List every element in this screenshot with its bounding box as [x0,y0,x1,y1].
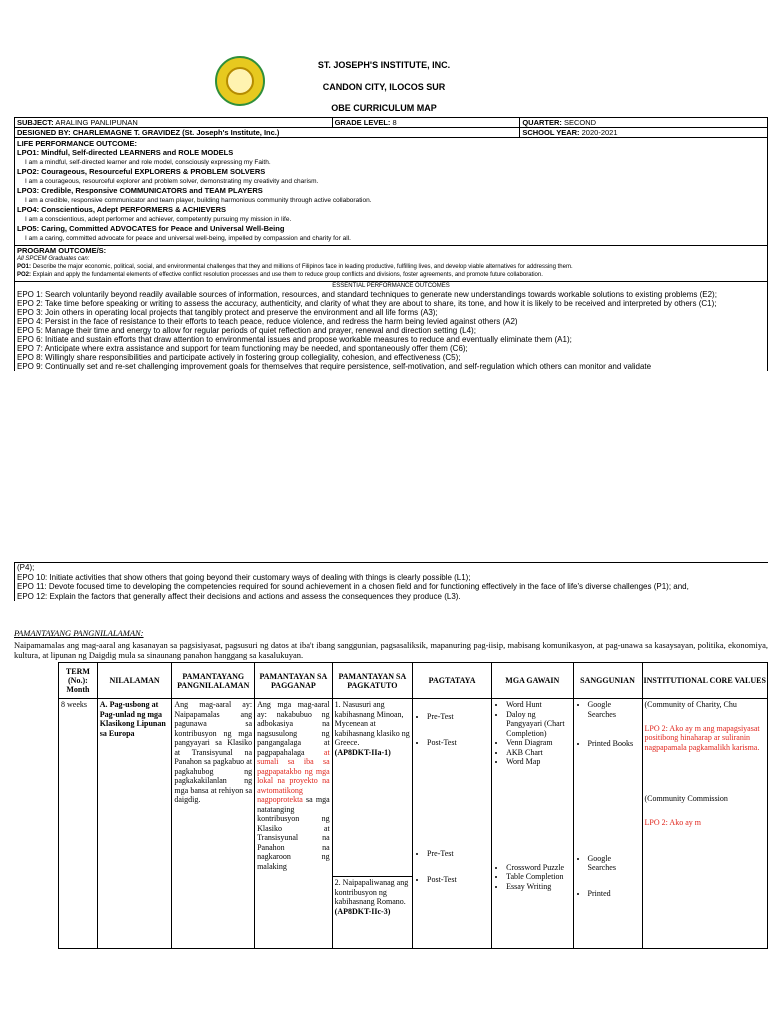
po1: PO1: Describe the major economic, political, social, and environmental challenges that they and millions of Filipinos face in leading productive, fulfilling lives, and develop viable alternatives for addressing them. [17,264,573,270]
lpo-item: LPO3: Credible, Responsive COMMUNICATORS and TEAM PLAYERS [17,186,263,195]
epo-section [15,282,768,372]
curriculum-map-table [58,662,768,949]
epo-item: EPO 1: Search voluntarily beyond readily available sources of information, resources, and standard techniques to generate new understandings towards workable solutions to existing problems (E2); [17,290,717,299]
list-item: • Table Completion [506,872,570,882]
epo-item: EPO 5: Manage their time and energy to allow for regular periods of quiet reflection and prayer, renewal and direction setting (L4); [17,326,476,335]
list-item: • Daloy ng Pangyayari (Chart Completion) [506,710,570,739]
pp-text: Naipamamalas ang mag-aaral ang kasanayan sa pagsisiyasat, pagsusuri ng datos at iba't ibang sanggunian, pagsasaliksik, mapanuring pag-iisip, mabisang komunikasyon, at pag-unawa sa kasaysayan, politika, ekonomiya, kultura, at lipunan ng Daigdig mula sa sinaunang panahon hanggang sa kasalukuyan. [14,640,768,660]
epo-item: EPO 2: Take time before speaking or writing to assess the accuracy, authenticity, and clarity of what they are about to share, its tone, and how it is likely to be received and interpreted by others (C1); [17,299,717,308]
epo-item: EPO 11: Devote focused time to developing the competencies required for sound achievement in a chosen field and for functioning effectively in the face of life's diverse challenges (P1); and, [17,582,689,591]
header-pagkatuto: PAMANTAYAN SA PAGKATUTO [332,663,412,699]
list-item: • AKB Chart [506,748,570,758]
header-term: TERM (No.): Month [59,663,98,699]
header-pangnilalaman: PAMANTAYANG PANGNILALAMAN [172,663,255,699]
document-title: OBE CURRICULUM MAP [331,103,437,113]
term-cell: 8 weeks [59,699,98,949]
designer-cell: DESIGNED BY: CHARLEMAGNE T. GRAVIDEZ (St. Joseph's Institute, Inc.) [15,128,520,138]
subject-cell: SUBJECT: ARALING PANLIPUNAN [15,118,333,128]
list-item: • Printed Books [588,739,640,749]
epo-item: EPO 4: Persist in the face of resistance to their efforts to teach peace, reduce violence, and redress the harm being levied against others (A2) [17,317,518,326]
epo-item: EPO 10: Initiate activities that show others that going beyond their customary ways of dealing with things is clearly possible (L1); [17,572,471,582]
list-item: • Pre-Test [427,849,489,859]
po-title: PROGRAM OUTCOME/S: [17,246,107,255]
list-item: • Google Searches [588,700,640,719]
quarter-cell: QUARTER: SECOND [520,118,768,128]
lpo-section [15,138,768,246]
epo-item: EPO 7: Anticipate where extra assistance and support for team functioning may be needed, and spontaneously offer them (C6); [17,344,468,353]
header-values: INSTITUTIONAL CORE VALUES [642,663,767,699]
list-item: • Essay Writing [506,882,570,892]
epo-item: (P4); [17,563,35,572]
epo-continued [14,562,768,601]
values-cell: (Community of Charity, Chu LPO 2: Ako ay m ang mapagsiyasat positibong hinaharap ar suliranin nagpapamala pagkamalikh karisma. (Community Commission LPO 2: Ako ay m [642,699,767,949]
list-item: • Word Map [506,757,570,767]
header-sanggunian: SANGGUNIAN [573,663,642,699]
curriculum-info-table [14,117,768,371]
list-item: • Word Hunt [506,700,570,710]
pp-title: PAMANTAYANG PANGNILALAMAN: [14,628,144,638]
school-city: CANDON CITY, ILOCOS SUR [322,82,446,92]
lpo-item: LPO5: Caring, Committed ADVOCATES for Peace and Universal Well-Being [17,224,285,233]
header-pagtataya: PAGTATAYA [413,663,492,699]
lpo-title: LIFE PERFORMANCE OUTCOME: [17,139,137,148]
gawain-cell [492,699,573,949]
list-item: • Google Searches [588,854,640,873]
po2: PO2: Explain and apply the fundamental elements of effective conflict resolution processes and use them to reduce group conflicts and divisions, foster agreements, and promote future collaboration. [17,272,543,278]
lpo-desc: I am a credible, responsive communicator and team player, building harmonious community through active collaboration. [25,197,372,204]
header-pagganap: PAMANTAYAN SA PAGGANAP [255,663,333,699]
list-item: • Post-Test [427,875,489,885]
lpo-desc: I am a caring, committed advocate for peace and universal well-being, impelled by compassion and charity for all. [25,235,351,242]
lpo-desc: I am a conscientious, adept performer and achiever, competently pursuing my mission in life. [25,216,292,223]
pangnilalaman-cell: Ang mag-aaral ay: Naipapamalas ang pagunawa sa kontribusyon ng mga pangyayari sa Klasiko at Transisyunal na Panahon sa pagkabuo at pagkahubog ng pagkakakilanlan ng mga bansa at rehiyon sa daigdig. [172,699,255,949]
lpo-item: LPO4: Conscientious, Adept PERFORMERS & ACHIEVERS [17,205,227,214]
epo-item: EPO 12: Explain the factors that generally affect their decisions and actions and assess the consequences they produce (L3). [17,591,461,601]
nilalaman-cell: A. Pag-usbong at Pag-unlad ng mga Klasikong Lipunan sa Europa [97,699,172,949]
epo-title: ESSENTIAL PERFORMANCE OUTCOMES [332,283,450,289]
lpo-item: LPO1: Mindful, Self-directed LEARNERS and ROLE MODELS [17,148,234,157]
epo-item: EPO 6: Initiate and sustain efforts that draw attention to environmental issues and propose workable measures to reduce and eventually eliminate them (A1); [17,335,572,344]
lpo-desc: I am a courageous, resourceful explorer and problem solver, demonstrating my creativity and charism. [25,178,319,185]
epo-item: EPO 3: Join others in operating local projects that tangibly protect and preserve the environment and all life forms (A3); [17,308,438,317]
header-gawain: MGA GAWAIN [492,663,573,699]
list-item: • Venn Diagram [506,738,570,748]
list-item: • Printed [588,889,640,899]
epo-item: EPO 9: Continually set and re-set challenging improvement goals for themselves that require persistence, self-motivation, and self-regulation which others can monitor and validate [17,362,652,371]
school-year-cell: SCHOOL YEAR: 2020-2021 [520,128,768,138]
pagkatuto-cell: 1. Nasusuri ang kabihasnang Minoan, Mycenean at kabihasnang klasiko ng Greece. (AP8DKT-IIa-1) 2. Naipapaliwanag ang kontribusyon ng kabihasnang Romano. (AP8DKT-IIc-3) [332,699,412,949]
lpo-desc: I am a mindful, self-directed learner and role model, consciously expressing my Faith. [25,159,271,166]
school-name: ST. JOSEPH'S INSTITUTE, INC. [317,60,451,70]
list-item: • Pre-Test [427,712,489,722]
pagtataya-cell [413,699,492,949]
po-intro: All SPCEM Graduates can: [17,256,90,262]
epo-item: EPO 8: Willingly share responsibilities and participate actively in fostering group collegiality, cohesion, and effectiveness (C5); [17,353,461,362]
sanggunian-cell [573,699,642,949]
grade-cell: GRADE LEVEL: 8 [332,118,520,128]
header-nilalaman: NILALAMAN [97,663,172,699]
program-outcome-section [15,246,768,282]
lpo-item: LPO2: Courageous, Resourceful EXPLORERS & PROBLEM SOLVERS [17,167,266,176]
list-item: • Post-Test [427,738,489,748]
list-item: • Crossword Puzzle [506,863,570,873]
pagganap-cell: Ang mga mag-aaral ay: nakabubuo ng adbokasiya na nagsusulong ng pangangalaga at pagpapahalaga at sumali sa iba sa pagpapatakbo ng mga lokal na proyekto na awtomatikong nagpoprotekta sa mga natatanging kontribusyon ng Klasiko at Transisyunal na Panahon na nagkaroon ng malaking [255,699,333,949]
